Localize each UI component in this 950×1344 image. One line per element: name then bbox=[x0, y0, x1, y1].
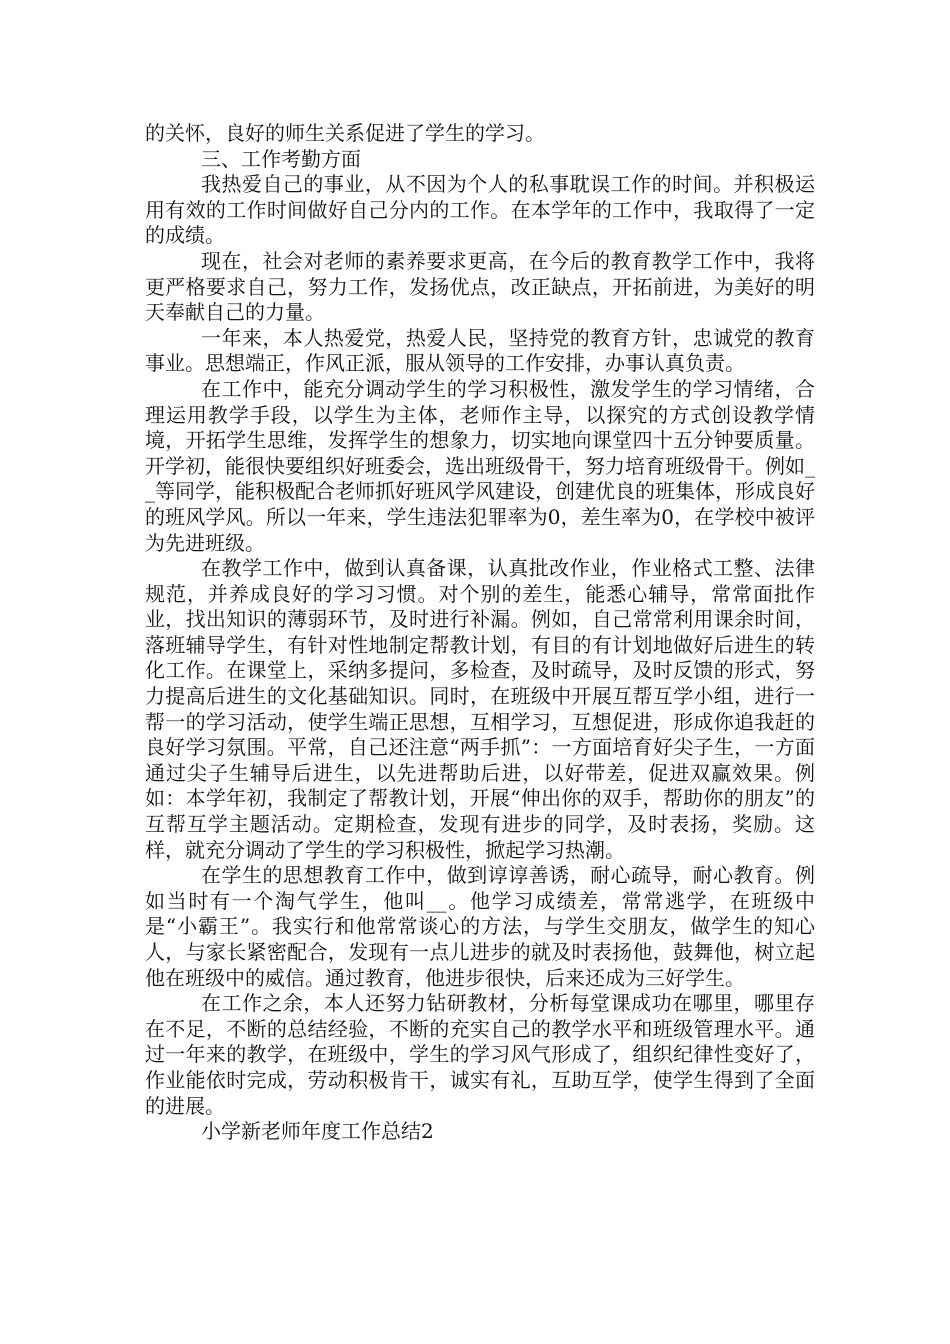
paragraph: 现在，社会对老师的素养要求更高，在今后的教育教学工作中，我将更严格要求自己，努力工作，发扬优点，改正缺点，开拓前进，为美好的明天奉献自己的力量。 bbox=[145, 248, 815, 325]
paragraph: 在工作之余，本人还努力钻研教材，分析每堂课成功在哪里，哪里存在不足，不断的总结经验，不断的充实自己的教学水平和班级管理水平。通过一年来的教学，在班级中，学生的学习风气形成了，组织纪律性变好了，作业能依时完成，劳动积极肯干，诚实有礼，互助互学，使学生得到了全面的进展。 bbox=[145, 991, 815, 1118]
paragraph: 在学生的思想教育工作中，做到谆谆善诱，耐心疏导，耐心教育。例如当时有一个淘气学生，他叫__。他学习成绩差，常常逃学，在班级中是“小霸王”。我实行和他常常谈心的方法，与学生交朋友，做学生的知心人，与家长紧密配合，发现有一点儿进步的就及时表扬他，鼓舞他，树立起他在班级中的威信。通过教育，他进步很快，后来还成为三好学生。 bbox=[145, 863, 815, 990]
paragraph: 一年来，本人热爱党，热爱人民，坚持党的教育方针，忠诚党的教育事业。思想端正，作风正派，服从领导的工作安排，办事认真负责。 bbox=[145, 325, 815, 376]
document-body bbox=[145, 121, 815, 1145]
document-subtitle: 小学新老师年度工作总结2 bbox=[201, 1119, 434, 1144]
paragraph: 在教学工作中，做到认真备课，认真批改作业，作业格式工整、法律规范，并养成良好的学习习惯。对个别的差生，能悉心辅导，常常面批作业，找出知识的薄弱环节，及时进行补漏。例如，自己常常利用课余时间，落班辅导学生，有针对性地制定帮教计划，有目的有计划地做好后进生的转化工作。在课堂上，采纳多提问，多检查，及时疏导，及时反馈的形式，努力提高后进生的文化基础知识。同时，在班级中开展互帮互学小组，进行一帮一的学习活动，使学生端正思想，互相学习，互想促进，形成你追我赶的良好学习氛围。平常，自己还注意“两手抓”：一方面培育好尖子生，一方面通过尖子生辅导后进生，以先进帮助后进，以好带差，促进双赢效果。例如：本学年初，我制定了帮教计划，开展“伸出你的双手，帮助你的朋友”的互帮互学主题活动。定期检查，发现有进步的同学，及时表扬，奖励。这样，就充分调动了学生的学习积极性，掀起学习热潮。 bbox=[145, 556, 815, 862]
paragraph-continuation: 的关怀，良好的师生关系促进了学生的学习。 bbox=[145, 121, 545, 145]
section-heading-attendance: 三、工作考勤方面 bbox=[201, 146, 361, 171]
paragraph: 在工作中，能充分调动学生的学习积极性，激发学生的学习情绪，合理运用教学手段，以学生为主体，老师作主导，以探究的方式创设教学情境，开拓学生思维，发挥学生的想象力，切实地向课堂四十五分钟要质量。开学初，能很快要组织好班委会，选出班级骨干，努力培育班级骨干。例如__等同学，能积极配合老师抓好班风学风建设，创建优良的班集体，形成良好的班风学风。所以一年来，学生违法犯罪率为0，差生率为0，在学校中被评为先进班级。 bbox=[145, 376, 815, 555]
paragraph: 我热爱自己的事业，从不因为个人的私事耽误工作的时间。并积极运用有效的工作时间做好自己分内的工作。在本学年的工作中，我取得了一定的成绩。 bbox=[145, 172, 815, 248]
